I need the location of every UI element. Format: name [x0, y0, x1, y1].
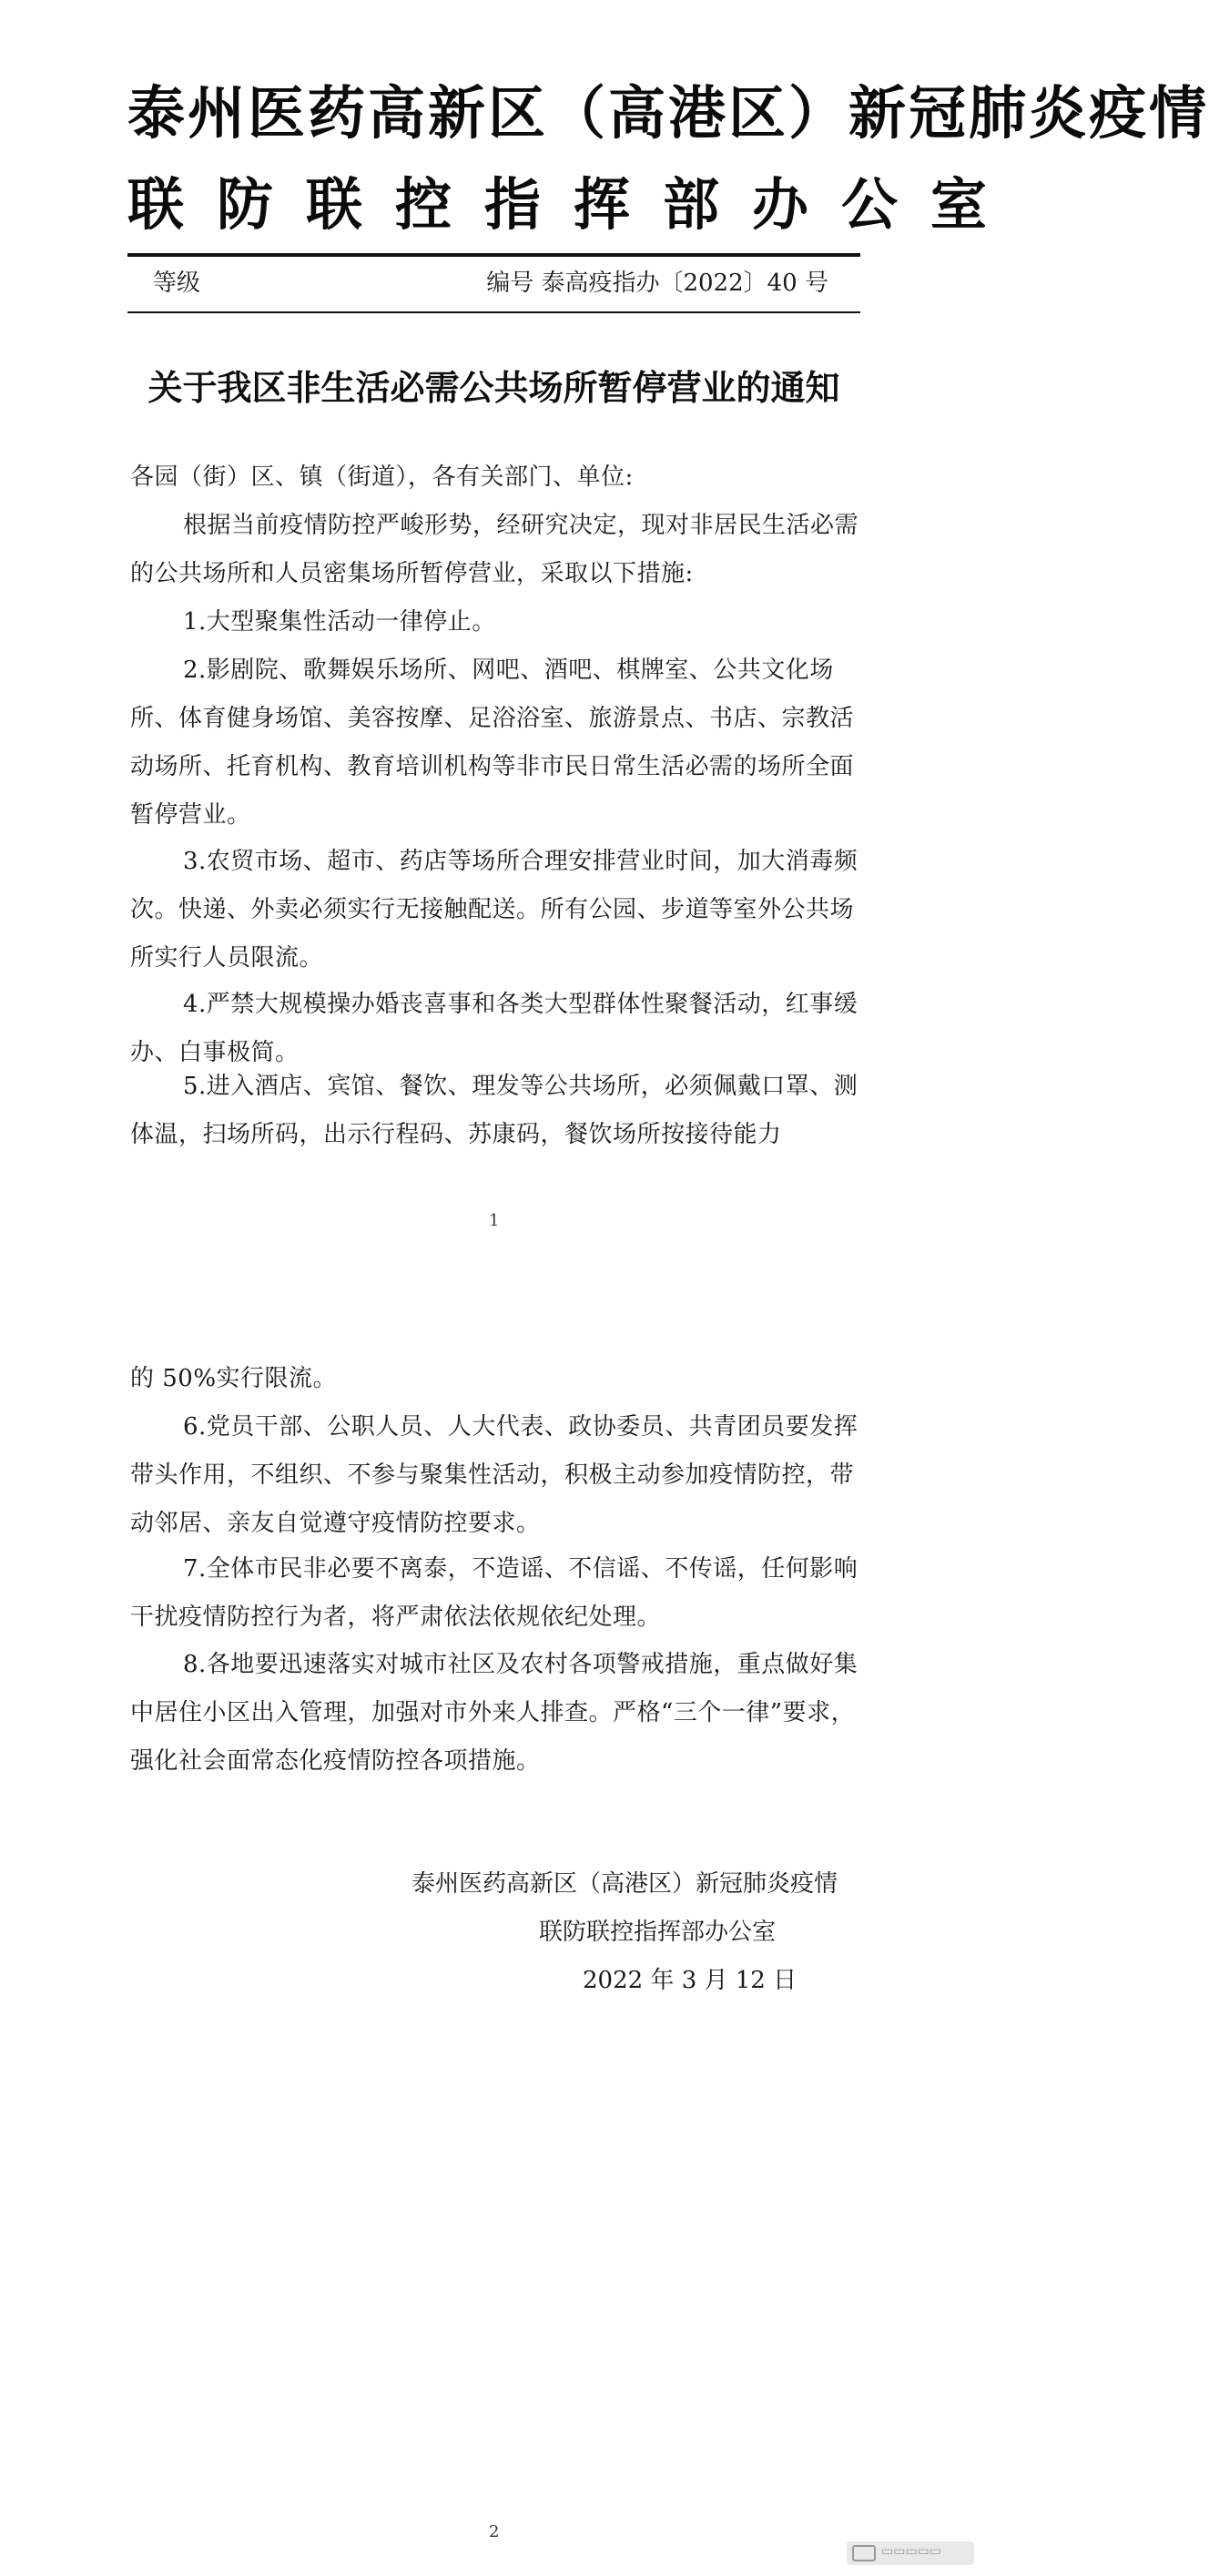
paragraph-item-7: 7.全体市民非必要不离泰，不造谣、不信谣、不传谣，任何影响干扰疫情防控行为者，将严肃依法依规依纪处理。 — [130, 1555, 858, 1631]
page-number-2: 2 — [489, 2522, 500, 2541]
watermark-mark: ▭▭▭▭▭ — [881, 2544, 942, 2559]
signature-org-line2: 联防联控指挥部办公室 — [539, 1919, 777, 1946]
paragraph-item-6: 6.党员干部、公职人员、人大代表、政协委员、共青团员要发挥带头作用，不组织、不参与聚集性活动，积极主动参加疫情防控，带动邻居、亲友自觉遵守疫情防控要求。 — [130, 1413, 858, 1537]
signature-date: 2022 年 3 月 12 日 — [583, 1967, 798, 1994]
notice-title: 关于我区非生活必需公共场所暂停营业的通知 — [147, 367, 840, 408]
header-rule-top — [127, 253, 860, 257]
page-number-1: 1 — [489, 1211, 500, 1230]
signature-org-line1: 泰州医药高新区（高港区）新冠肺炎疫情 — [411, 1870, 838, 1898]
paragraph-item-5: 5.进入酒店、宾馆、餐饮、理发等公共场所，必须佩戴口罩、测体温，扫场所码，出示行程码、苏康码，餐饮场所按接待能力 — [130, 1073, 858, 1148]
paragraph-item-1: 1.大型聚集性活动一律停止。 — [183, 608, 496, 636]
watermark-logo — [847, 2541, 974, 2565]
paragraph-continuation: 的 50%实行限流。 — [130, 1365, 338, 1392]
paragraph-item-4: 4.严禁大规模操办婚丧喜事和各类大型群体性聚餐活动，红事缓办、白事极简。 — [130, 991, 858, 1066]
header-rule-bottom — [127, 311, 860, 313]
header-title-line1: 泰州医药高新区（高港区）新冠肺炎疫情 — [127, 79, 1209, 147]
salutation: 各园（街）区、镇（街道），各有关部门、单位: — [130, 463, 634, 491]
paragraph-item-8: 8.各地要迅速落实对城市社区及农村各项警戒措施，重点做好集中居住小区出入管理，加强对市外来人排查。严格“三个一律”要求，强化社会面常态化疫情防控各项措施。 — [130, 1651, 858, 1775]
doc-number: 编号 泰高疫指办〔2022〕40 号 — [486, 270, 828, 297]
header-title-line2: 联防联控指挥部办公室 — [127, 171, 1021, 238]
watermark-icon — [852, 2545, 876, 2561]
paragraph-intro: 根据当前疫情防控严峻形势，经研究决定，现对非居民生活必需的公共场所和人员密集场所暂停营业，采取以下措施: — [130, 512, 859, 587]
paragraph-item-3: 3.农贸市场、超市、药店等场所合理安排营业时间，加大消毒频次。快递、外卖必须实行无接触配送。所有公园、步道等室外公共场所实行人员限流。 — [130, 848, 858, 972]
doc-level-label: 等级 — [153, 270, 201, 297]
paragraph-item-2: 2.影剧院、歌舞娱乐场所、网吧、酒吧、棋牌室、公共文化场所、体育健身场馆、美容按摩、足浴浴室、旅游景点、书店、宗教活动场所、托育机构、教育培训机构等非市民日常生活必需的场所全面暂停营业。 — [130, 657, 855, 829]
